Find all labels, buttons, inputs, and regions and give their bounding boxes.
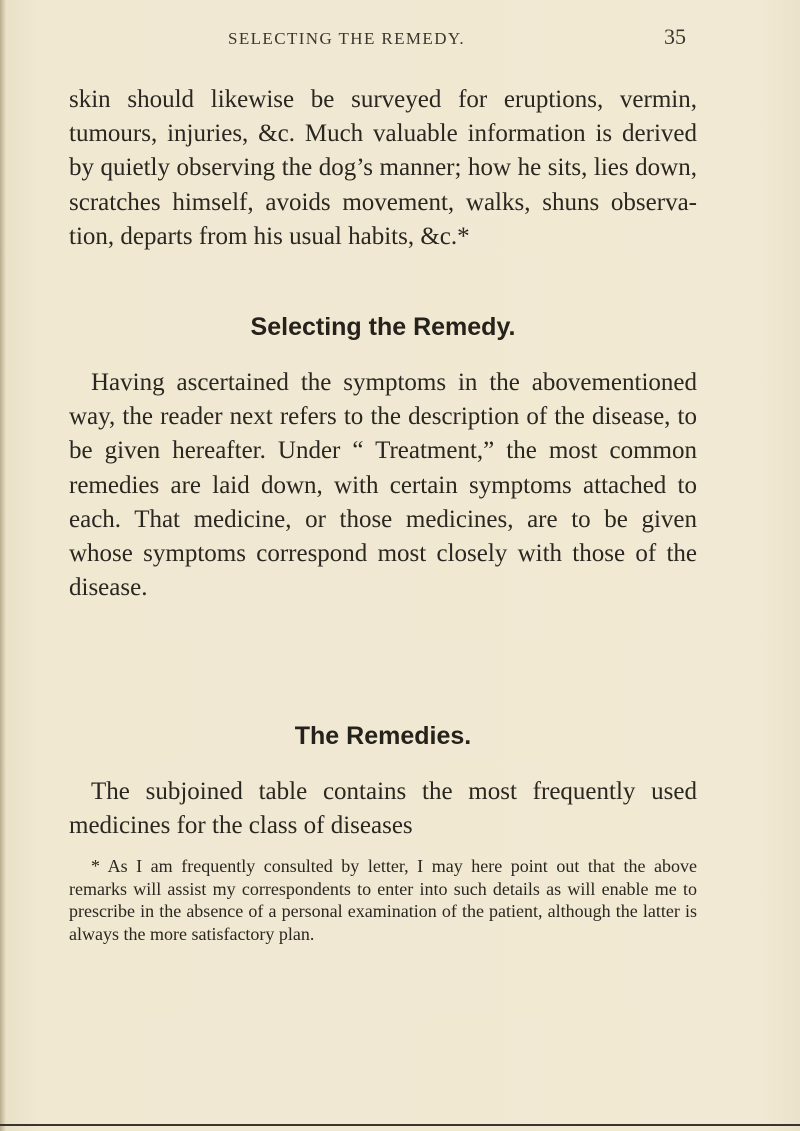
page-number: 35 xyxy=(664,24,686,49)
paragraph-remedies: The subjoined table contains the most frequently used medicines for the class of diseases xyxy=(69,778,697,840)
section-heading-selecting-remedy: Selecting the Remedy. xyxy=(250,313,516,341)
section-heading-remedies: The Remedies. xyxy=(294,722,472,750)
paragraph-observation: skin should likewise be surveyed for eruptions, vermin, tumours, injuries, &c. Much valuable information is derived by quietly observing the dog’s manner; how he sits, lies down, scratches himself, avoids movement, walks, shuns observation, departs from his usual habits, &c.* xyxy=(69,86,697,250)
page-gutter-shadow xyxy=(0,0,6,1131)
bottom-edge-rule xyxy=(0,1124,800,1126)
footnote: * As I am frequently consulted by letter, I may here point out that the above remarks will assist my correspondents to enter into such details as will enable me to prescribe in the absence of a personal examination of the patient, although the latter is always the more satisfactory plan. xyxy=(69,856,697,944)
paragraph-selecting-remedy: Having ascertained the symptoms in the abovementioned way, the reader next refers to the description of the disease, to be given hereafter. Under “ Treatment,” the most common remedies are laid down, with certain symptoms attached to each. That medicine, or those medicines, are to be given whose symptoms correspond most closely with those of the disease. xyxy=(69,369,697,602)
running-head: SELECTING THE REMEDY. xyxy=(228,29,466,48)
